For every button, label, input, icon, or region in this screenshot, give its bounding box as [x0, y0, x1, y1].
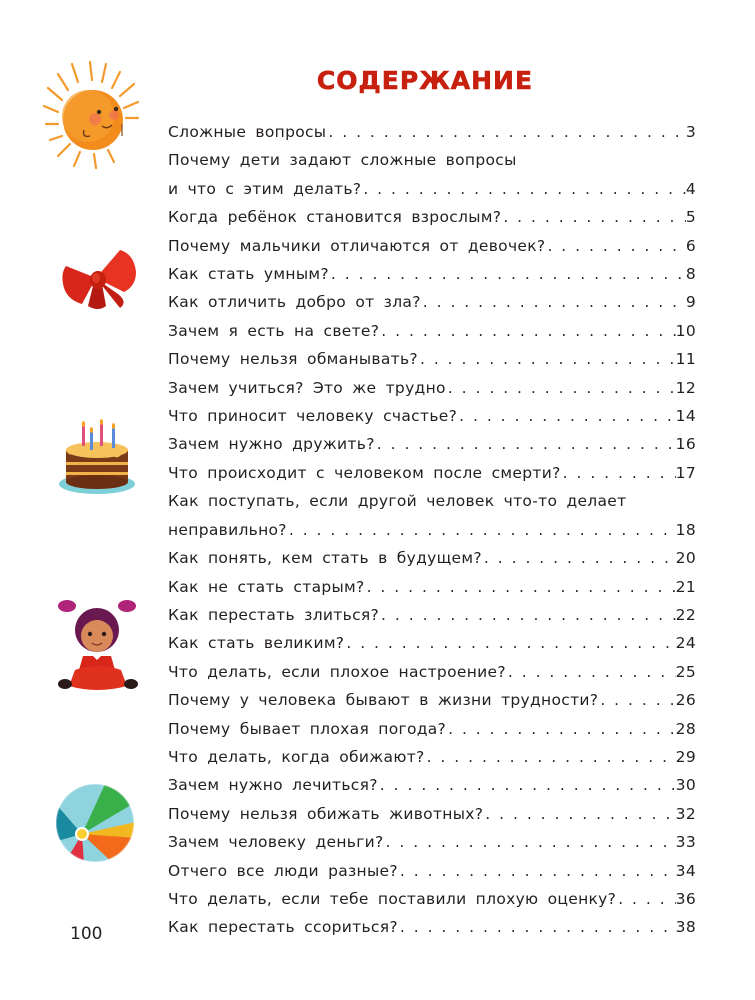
toc-entry-page: 4 — [685, 179, 696, 198]
dot-leader — [598, 686, 675, 714]
toc-entry-title: Зачем учиться? Это же трудно — [168, 378, 446, 397]
toc-entry-page: 6 — [685, 236, 696, 255]
dot-leader — [501, 203, 686, 231]
page-number: 100 — [70, 924, 103, 944]
toc-entry-title: Зачем нужно лечиться? — [168, 776, 378, 795]
toc-entry[interactable] — [168, 857, 696, 885]
toc-entry-line — [168, 516, 696, 544]
toc-entry-line — [168, 232, 696, 260]
toc-entry-title-line1: Как поступать, если другой человек что-то делает — [168, 492, 627, 511]
toc-entry-line — [168, 913, 696, 941]
toc-entry-title: Почему мальчики отличаются от девочек? — [168, 236, 546, 255]
toc-entry-line — [168, 743, 696, 771]
toc-entry-page: 10 — [675, 321, 696, 340]
sun-illustration — [38, 58, 143, 173]
toc-entry-title: Как понять, кем стать в будущем? — [168, 549, 482, 568]
toc-entry-line — [168, 828, 696, 856]
dot-leader — [425, 743, 676, 771]
toc-entry-line — [168, 459, 696, 487]
dot-leader — [446, 374, 676, 402]
toc-entry[interactable] — [168, 317, 696, 345]
page-title: СОДЕРЖАНИЕ — [316, 66, 534, 95]
toc-entry[interactable] — [168, 573, 696, 601]
toc-entry-page: 25 — [675, 662, 696, 681]
toc-entry[interactable] — [168, 288, 696, 316]
toc-entry-title: Как не стать старым? — [168, 577, 365, 596]
toc-entry[interactable] — [168, 601, 696, 629]
toc-entry-page: 32 — [675, 804, 696, 823]
toc-entry-title: неправильно? — [168, 520, 287, 539]
bow-icon — [58, 244, 138, 314]
dot-leader — [398, 857, 676, 885]
toc-entry[interactable] — [168, 374, 696, 402]
toc-entry-line — [168, 885, 696, 913]
toc-entry-line — [168, 800, 696, 828]
ball-icon — [54, 782, 136, 864]
toc-entry-page: 9 — [685, 293, 696, 312]
dot-leader — [378, 771, 676, 799]
toc-entry-title: Зачем нужно дружить? — [168, 435, 375, 454]
toc-entry-line — [168, 658, 696, 686]
dot-leader — [287, 516, 676, 544]
dot-leader — [375, 430, 676, 458]
toc-entry[interactable] — [168, 260, 696, 288]
toc-entry[interactable] — [168, 800, 696, 828]
toc-entry[interactable] — [168, 658, 696, 686]
beach-ball-illustration — [54, 782, 136, 864]
toc-entry-page: 24 — [675, 634, 696, 653]
sun-icon — [38, 58, 143, 173]
toc-entry-page: 28 — [675, 719, 696, 738]
toc-entry[interactable] — [168, 118, 696, 146]
toc-entry-title: Сложные вопросы — [168, 123, 327, 141]
toc-entry[interactable] — [168, 686, 696, 714]
toc-entry-page: 21 — [675, 577, 696, 596]
toc-entry-page: 34 — [675, 861, 696, 880]
toc-entry-line — [168, 857, 696, 885]
toc-entry-title: Как отличить добро от зла? — [168, 293, 421, 312]
toc-entry-title: Почему у человека бывают в жизни трудности? — [168, 691, 599, 710]
toc-entry-line — [168, 601, 696, 629]
toc-entry-page: 36 — [675, 889, 696, 908]
toc-entry[interactable] — [168, 459, 696, 487]
dot-leader — [365, 573, 676, 601]
toc-entry-line — [168, 288, 696, 316]
dot-leader — [379, 601, 676, 629]
dot-leader — [398, 913, 676, 941]
toc-entry-title: Как перестать ссориться? — [168, 918, 398, 937]
toc-entry[interactable] — [168, 828, 696, 856]
toc-entry-title: Что делать, если плохое настроение? — [168, 662, 506, 681]
birthday-cake-illustration — [56, 418, 138, 496]
toc-entry[interactable] — [168, 203, 696, 231]
toc-entry-title: Как стать великим? — [168, 634, 345, 653]
toc-entry-page: 11 — [675, 350, 696, 369]
toc-entry[interactable] — [168, 743, 696, 771]
dot-leader — [384, 828, 676, 856]
toc-entry[interactable] — [168, 885, 696, 913]
dot-leader — [446, 715, 676, 743]
toc-entry[interactable] — [168, 715, 696, 743]
toc-entry-title: Отчего все люди разные? — [168, 861, 398, 880]
toc-entry-page: 20 — [675, 549, 696, 568]
toc-entry-page: 38 — [675, 918, 696, 937]
toc-entry[interactable] — [168, 771, 696, 799]
toc-entry-title: Почему бывает плохая погода? — [168, 719, 447, 738]
toc-entry-page: 17 — [675, 463, 696, 482]
toc-entry-line — [168, 686, 696, 714]
dot-leader — [561, 459, 676, 487]
toc-entry[interactable] — [168, 430, 696, 458]
dot-leader — [457, 402, 676, 430]
toc-entry-title-line1: Почему дети задают сложные вопросы — [168, 151, 517, 170]
toc-entry-page: 33 — [675, 833, 696, 852]
dot-leader — [326, 118, 685, 146]
dot-leader — [418, 345, 676, 373]
toc-entry-title: Что делать, когда обижают? — [168, 747, 425, 766]
dot-leader — [616, 885, 675, 913]
toc-entry[interactable] — [168, 913, 696, 941]
toc-entry-title: Что приносит человеку счастье? — [168, 407, 458, 426]
toc-entry-line — [168, 374, 696, 402]
toc-entry-page: 22 — [675, 605, 696, 624]
toc-entry-title: Что делать, если тебе поставили плохую оценку? — [168, 889, 617, 908]
toc-entry-line — [168, 175, 696, 203]
red-bow-illustration — [58, 244, 138, 314]
table-of-contents — [168, 118, 696, 942]
dot-leader — [421, 288, 686, 316]
toc-entry-line — [168, 203, 696, 231]
toc-entry-line — [168, 629, 696, 657]
dot-leader — [361, 175, 686, 203]
toc-entry-line — [168, 573, 696, 601]
doll-illustration — [55, 598, 140, 693]
doll-icon — [55, 598, 140, 693]
toc-entry-title: Что происходит с человеком после смерти? — [168, 463, 561, 482]
toc-entry-line — [168, 402, 696, 430]
toc-entry-line — [168, 317, 696, 345]
toc-entry-page: 30 — [675, 776, 696, 795]
dot-leader — [506, 658, 676, 686]
toc-entry-page: 3 — [685, 123, 696, 141]
toc-entry-line — [168, 544, 696, 572]
toc-entry-page: 18 — [675, 520, 696, 539]
toc-entry-page: 5 — [685, 208, 696, 227]
toc-entry[interactable] — [168, 629, 696, 657]
toc-entry[interactable] — [168, 487, 696, 544]
toc-entry[interactable] — [168, 146, 696, 203]
toc-entry[interactable] — [168, 232, 696, 260]
toc-entry[interactable] — [168, 544, 696, 572]
dot-leader — [482, 544, 676, 572]
toc-entry-line — [168, 430, 696, 458]
toc-entry-page: 8 — [685, 265, 696, 284]
toc-entry-title: Зачем человеку деньги? — [168, 833, 384, 852]
toc-entry-line — [168, 345, 696, 373]
dot-leader — [483, 800, 675, 828]
dot-leader — [329, 260, 686, 288]
toc-entry-line — [168, 118, 696, 146]
dot-leader — [545, 232, 685, 260]
toc-entry-page: 26 — [675, 691, 696, 710]
toc-entry[interactable] — [168, 402, 696, 430]
toc-entry-page: 12 — [675, 378, 696, 397]
dot-leader — [344, 629, 675, 657]
toc-entry-page: 14 — [675, 407, 696, 426]
toc-entry-page: 29 — [675, 747, 696, 766]
toc-entry-title: Почему нельзя обижать животных? — [168, 804, 484, 823]
toc-entry-title: Как стать умным? — [168, 265, 329, 284]
toc-entry-line — [168, 715, 696, 743]
toc-entry-title: Как перестать злиться? — [168, 605, 380, 624]
toc-entry-title: Зачем я есть на свете? — [168, 321, 380, 340]
toc-entry-title: Когда ребёнок становится взрослым? — [168, 208, 502, 227]
toc-entry-title: Почему нельзя обманывать? — [168, 350, 418, 369]
toc-entry-title: и что с этим делать? — [168, 179, 362, 198]
toc-entry-line — [168, 260, 696, 288]
dot-leader — [379, 317, 675, 345]
cake-icon — [56, 418, 138, 496]
toc-entry-line — [168, 771, 696, 799]
toc-entry-page: 16 — [675, 435, 696, 454]
toc-entry[interactable] — [168, 345, 696, 373]
